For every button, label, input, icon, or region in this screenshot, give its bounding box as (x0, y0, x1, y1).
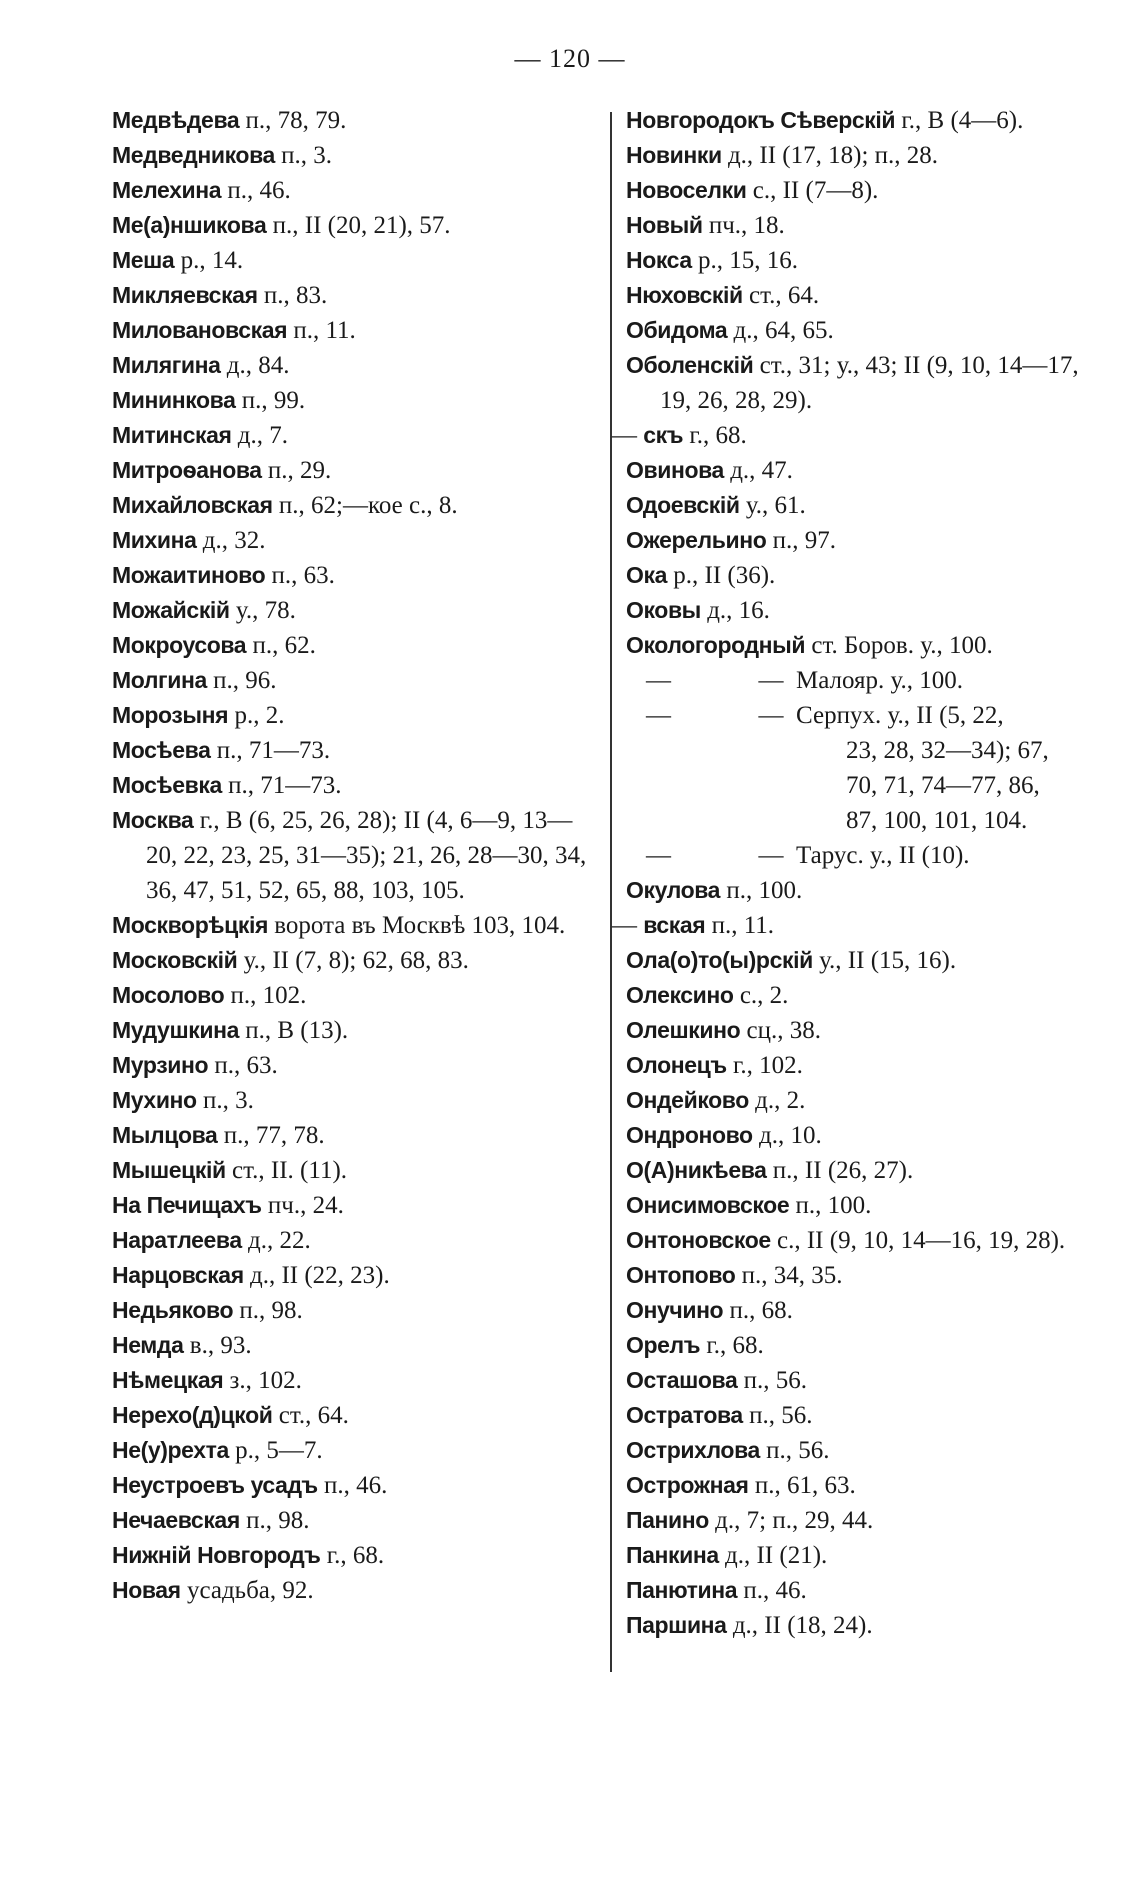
entry-references: д., II (21). (718, 1542, 828, 1569)
entry-term: Митроѳанова (112, 457, 262, 483)
index-entry (112, 1468, 592, 1503)
entry-references: п., 71—73. (210, 737, 331, 764)
index-entry (112, 173, 592, 208)
entry-term: Мылцова (112, 1122, 218, 1148)
entry-references: ст., II. (11). (225, 1157, 348, 1184)
entry-references: д., 16. (700, 597, 770, 624)
entry-references: п., 63. (265, 562, 335, 589)
entry-term: Меша (112, 247, 175, 273)
index-entry (626, 173, 1096, 208)
entry-term: Москворѣцкія (112, 912, 268, 938)
index-entry (626, 278, 1096, 313)
index-entry (626, 593, 1096, 628)
index-entry (112, 313, 592, 348)
index-entry (626, 1608, 1096, 1643)
index-entry (112, 1013, 592, 1048)
entry-term: Ондейково (626, 1087, 749, 1113)
entry-term: Мышецкій (112, 1157, 226, 1183)
entry-references: п., 83. (257, 282, 328, 309)
entry-references: пч., 18. (702, 212, 785, 239)
index-entry (112, 628, 592, 663)
entry-references: п., 34, 35. (735, 1262, 843, 1289)
index-column-left (112, 103, 592, 1608)
entry-term: Ока (626, 562, 667, 588)
entry-references: п., В (13). (238, 1017, 349, 1044)
index-entry (112, 698, 592, 733)
entry-references: д., II (22, 23). (243, 1262, 390, 1289)
entry-references: п., 62;—кое с., 8. (272, 492, 458, 519)
index-entry (626, 1293, 1096, 1328)
index-entry: — — Серпух. у., II (5, 22, (646, 702, 1004, 729)
entry-term: Не(у)рехта (112, 1437, 229, 1463)
index-entry (626, 1258, 1096, 1293)
entry-term: Оковы (626, 597, 701, 623)
entry-references: п., 46. (737, 1577, 807, 1604)
index-entry (626, 558, 1096, 593)
entry-term: Онтоновское (626, 1227, 771, 1253)
entry-references: п., II (26, 27). (766, 1157, 914, 1184)
index-entry (112, 908, 592, 943)
entry-references: г., В (4—6). (895, 107, 1024, 134)
entry-references: п., 56. (737, 1367, 808, 1394)
entry-term: Медвѣдева (112, 107, 240, 133)
index-entry (112, 1398, 592, 1433)
entry-references: п., 77, 78. (217, 1122, 325, 1149)
entry-references: р., 14. (174, 247, 244, 274)
entry-term: Новая (112, 1577, 181, 1603)
entry-term: Нижній Новгородъ (112, 1542, 321, 1568)
index-entry (112, 208, 592, 243)
index-entry (626, 243, 1096, 278)
entry-term: Нечаевская (112, 1507, 240, 1533)
index-entry (626, 1083, 1096, 1118)
entry-term: Острожная (626, 1472, 749, 1498)
entry-term: Обидома (626, 317, 728, 343)
index-entry (112, 138, 592, 173)
index-entry (112, 523, 592, 558)
entry-references: г., 68. (320, 1542, 385, 1569)
entry-term: Новоселки (626, 177, 747, 203)
entry-term: Олешкино (626, 1017, 741, 1043)
entry-term: Мосѣевка (112, 772, 222, 798)
index-entry (112, 278, 592, 313)
entry-term: Панкина (626, 1542, 719, 1568)
index-entry (626, 1468, 1096, 1503)
entry-references: д., II (17, 18); п., 28. (721, 142, 939, 169)
entry-term: Милягина (112, 352, 221, 378)
entry-dash: — (612, 422, 644, 449)
entry-references: д., 64, 65. (727, 317, 834, 344)
index-entry (626, 1013, 1096, 1048)
index-entry (626, 1048, 1096, 1083)
index-entry (112, 1258, 592, 1293)
index-entry (112, 593, 592, 628)
entry-references: п., 100. (720, 877, 803, 904)
entry-term: Микляевская (112, 282, 258, 308)
entry-references: п., 46. (317, 1472, 388, 1499)
entry-term: Можаитиново (112, 562, 266, 588)
entry-term: Нюховскій (626, 282, 743, 308)
index-entry (626, 1538, 1096, 1573)
index-entry (626, 1503, 1096, 1538)
index-entry (626, 1118, 1096, 1153)
index-entry (626, 1398, 1096, 1433)
index-entry (112, 1538, 592, 1573)
entry-references: г., 102. (726, 1052, 803, 1079)
entry-references: сц., 38. (740, 1017, 821, 1044)
index-column-right (612, 103, 1096, 1643)
entry-references: р., 5—7. (228, 1437, 323, 1464)
index-entry (626, 1223, 1096, 1258)
index-entry (112, 103, 592, 138)
entry-references: п., 56. (759, 1437, 830, 1464)
entry-references: д., 2. (748, 1087, 806, 1114)
entry-references: п., 3. (274, 142, 333, 169)
index-entry (112, 978, 592, 1013)
entry-references: п., 78, 79. (239, 107, 347, 134)
entry-references: у., 61. (739, 492, 806, 519)
index-entry (112, 1433, 592, 1468)
entry-term: Немда (112, 1332, 184, 1358)
entry-term: Медведникова (112, 142, 275, 168)
entry-term: Онучино (626, 1297, 724, 1323)
entry-references: р., 15, 16. (691, 247, 798, 274)
index-entry (112, 943, 592, 978)
entry-term: Оболенскій (626, 352, 754, 378)
entry-references: п., 102. (224, 982, 307, 1009)
index-entry (626, 1328, 1096, 1363)
index-entry (626, 488, 1096, 523)
index-entry: 70, 71, 74—77, 86, (846, 772, 1040, 799)
entry-references: д., 84. (220, 352, 290, 379)
entry-references: г., 68. (683, 422, 747, 449)
entry-references: р., 2. (228, 702, 285, 729)
entry-references: г., В (6, 25, 26, 28); II (4, 6—9, 13—20, 22, 23, 25, 31—35); 21, 26, 28—30, 34, 36, 47, 51, 52, 65, 88, 103, 105. (146, 807, 587, 904)
entry-term: Миловановская (112, 317, 288, 343)
entry-references: п., 11. (287, 317, 356, 344)
entry-references: д., 32. (196, 527, 266, 554)
entry-term: Недьяково (112, 1297, 234, 1323)
entry-term: Олексино (626, 982, 734, 1008)
index-entry (112, 1573, 592, 1608)
entry-references: п., 61, 63. (748, 1472, 856, 1499)
index-entry (626, 873, 1096, 908)
entry-references: ст., 31; у., 43; II (9, 10, 14—17, 19, 26, 28, 29). (660, 352, 1079, 414)
index-entry: 23, 28, 32—34); 67, (846, 737, 1049, 764)
entry-term: Мокроусова (112, 632, 247, 658)
entry-references: ст., 64. (742, 282, 820, 309)
entry-term: скъ (643, 422, 684, 448)
index-entry: — — Тарус. у., II (10). (646, 842, 970, 869)
entry-references: в., 93. (183, 1332, 252, 1359)
entry-references: з., 102. (223, 1367, 302, 1394)
entry-references: п., 56. (742, 1402, 813, 1429)
entry-references: пч., 24. (261, 1192, 344, 1219)
entry-term: О(А)никѣева (626, 1157, 767, 1183)
entry-term: Олонецъ (626, 1052, 727, 1078)
entry-term: Неустроевъ усадъ (112, 1472, 318, 1498)
entry-term: Ожерельино (626, 527, 767, 553)
entry-term: Мудушкина (112, 1017, 239, 1043)
entry-term: Михина (112, 527, 197, 553)
entry-term: Мелехина (112, 177, 222, 203)
entry-references: с., II (7—8). (746, 177, 879, 204)
index-entry (112, 768, 592, 803)
entry-term: Нарцовская (112, 1262, 244, 1288)
index-entry (112, 1083, 592, 1118)
page-number: — 120 — (514, 44, 626, 73)
entry-references: п., 98. (239, 1507, 310, 1534)
index-entry (112, 1503, 592, 1538)
entry-term: Мурзино (112, 1052, 209, 1078)
entry-term: вская (643, 912, 706, 938)
index-entry (626, 138, 1096, 173)
entry-references: ворота въ Москвѣ 103, 104. (267, 912, 566, 939)
entry-references: п., 63. (208, 1052, 278, 1079)
entry-references: п., 62. (246, 632, 316, 659)
index-entry (626, 1153, 1096, 1188)
entry-term: Паршина (626, 1612, 727, 1638)
entry-term: Можайскій (112, 597, 230, 623)
index-entry (112, 733, 592, 768)
index-entry (612, 418, 1096, 453)
entry-references: усадьба, 92. (180, 1577, 314, 1604)
index-entry (112, 1118, 592, 1153)
entry-references: с., 2. (733, 982, 789, 1009)
entry-references: д., 10. (752, 1122, 822, 1149)
entry-references: п., 100. (789, 1192, 872, 1219)
entry-term: Ондроново (626, 1122, 753, 1148)
index-entry (112, 383, 592, 418)
index-entry (626, 1433, 1096, 1468)
entry-references: д., 47. (723, 457, 793, 484)
entry-term: Нѣмецкая (112, 1367, 224, 1393)
entry-references: у., II (7, 8); 62, 68, 83. (237, 947, 469, 974)
entry-references: п., 3. (196, 1087, 254, 1114)
entry-term: Нерехо(д)цкой (112, 1402, 273, 1428)
entry-term: Молгина (112, 667, 207, 693)
entry-term: Панино (626, 1507, 709, 1533)
entry-references: д., 22. (241, 1227, 311, 1254)
index-entry (112, 558, 592, 593)
index-entry (112, 453, 592, 488)
index-entry (626, 943, 1096, 978)
index-entry (626, 1188, 1096, 1223)
entry-term: Ола(о)то(ы)рскій (626, 947, 813, 973)
index-entry (626, 628, 1096, 663)
entry-references: п., 96. (206, 667, 277, 694)
entry-term: Новинки (626, 142, 722, 168)
entry-dash: — (612, 912, 644, 939)
index-entry (626, 208, 1096, 243)
index-entry (626, 103, 1096, 138)
entry-references: п., 98. (233, 1297, 303, 1324)
entry-term: Новгородокъ Сѣверскій (626, 107, 896, 133)
entry-term: Наратлеева (112, 1227, 242, 1253)
entry-term: Осташова (626, 1367, 738, 1393)
index-entry (626, 1573, 1096, 1608)
entry-references: д., II (18, 24). (726, 1612, 873, 1639)
entry-term: Орелъ (626, 1332, 701, 1358)
index-entry (112, 1223, 592, 1258)
entry-references: п., 68. (723, 1297, 793, 1324)
index-entry (112, 418, 592, 453)
entry-term: Ме(а)ншикова (112, 212, 267, 238)
index-entry (626, 453, 1096, 488)
entry-term: Овинова (626, 457, 724, 483)
entry-references: р., II (36). (667, 562, 776, 589)
entry-references: п., 71—73. (221, 772, 342, 799)
index-entry (626, 313, 1096, 348)
entry-references: д., 7; п., 29, 44. (708, 1507, 874, 1534)
entry-references: д., 7. (231, 422, 288, 449)
entry-references: п., 11. (705, 912, 775, 939)
index-entry (626, 348, 1096, 418)
entry-term: На Печищахъ (112, 1192, 262, 1218)
entry-term: Московскій (112, 947, 238, 973)
entry-references: г., 68. (700, 1332, 764, 1359)
entry-term: Панютина (626, 1577, 738, 1603)
entry-references: с., II (9, 10, 14—16, 19, 28). (770, 1227, 1066, 1254)
entry-term: Онтопово (626, 1262, 736, 1288)
index-entry (112, 663, 592, 698)
index-entry: 87, 100, 101, 104. (846, 807, 1028, 834)
index-entry (112, 1048, 592, 1083)
entry-term: Мининкова (112, 387, 236, 413)
index-entry: — — Малояр. у., 100. (646, 667, 964, 694)
entry-term: Митинская (112, 422, 232, 448)
index-entry (112, 1328, 592, 1363)
index-entry (626, 1363, 1096, 1398)
entry-references: п., 97. (766, 527, 836, 554)
index-entry (112, 243, 592, 278)
index-entry (112, 803, 592, 908)
entry-term: Онисимовское (626, 1192, 790, 1218)
index-entry (112, 488, 592, 523)
entry-term: Мосолово (112, 982, 225, 1008)
index-entry (612, 908, 1096, 943)
index-entry (112, 1363, 592, 1398)
entry-references: ст., 64. (272, 1402, 349, 1429)
index-entry (112, 1188, 592, 1223)
entry-references: у., 78. (229, 597, 296, 624)
entry-term: Острихлова (626, 1437, 760, 1463)
column-divider (610, 112, 612, 1672)
index-entry (626, 978, 1096, 1013)
entry-term: Новый (626, 212, 703, 238)
entry-term: Остратова (626, 1402, 743, 1428)
entry-term: Нокса (626, 247, 692, 273)
entry-term: Москва (112, 807, 194, 833)
entry-term: Мухино (112, 1087, 197, 1113)
entry-term: Михайловская (112, 492, 273, 518)
entry-references: п., 46. (221, 177, 291, 204)
index-entry (112, 1153, 592, 1188)
entry-term: Одоевскій (626, 492, 740, 518)
entry-references: п., II (20, 21), 57. (266, 212, 451, 239)
entry-term: Окулова (626, 877, 721, 903)
index-entry (626, 523, 1096, 558)
entry-references: у., II (15, 16). (812, 947, 957, 974)
entry-references: п., 29. (261, 457, 332, 484)
entry-references: ст. Боров. у., 100. (805, 632, 993, 659)
index-entry (112, 348, 592, 383)
entry-term: Окологородный (626, 632, 806, 658)
index-entry (112, 1293, 592, 1328)
entry-term: Морозыня (112, 702, 229, 728)
entry-term: Мосѣева (112, 737, 211, 763)
entry-references: п., 99. (235, 387, 306, 414)
